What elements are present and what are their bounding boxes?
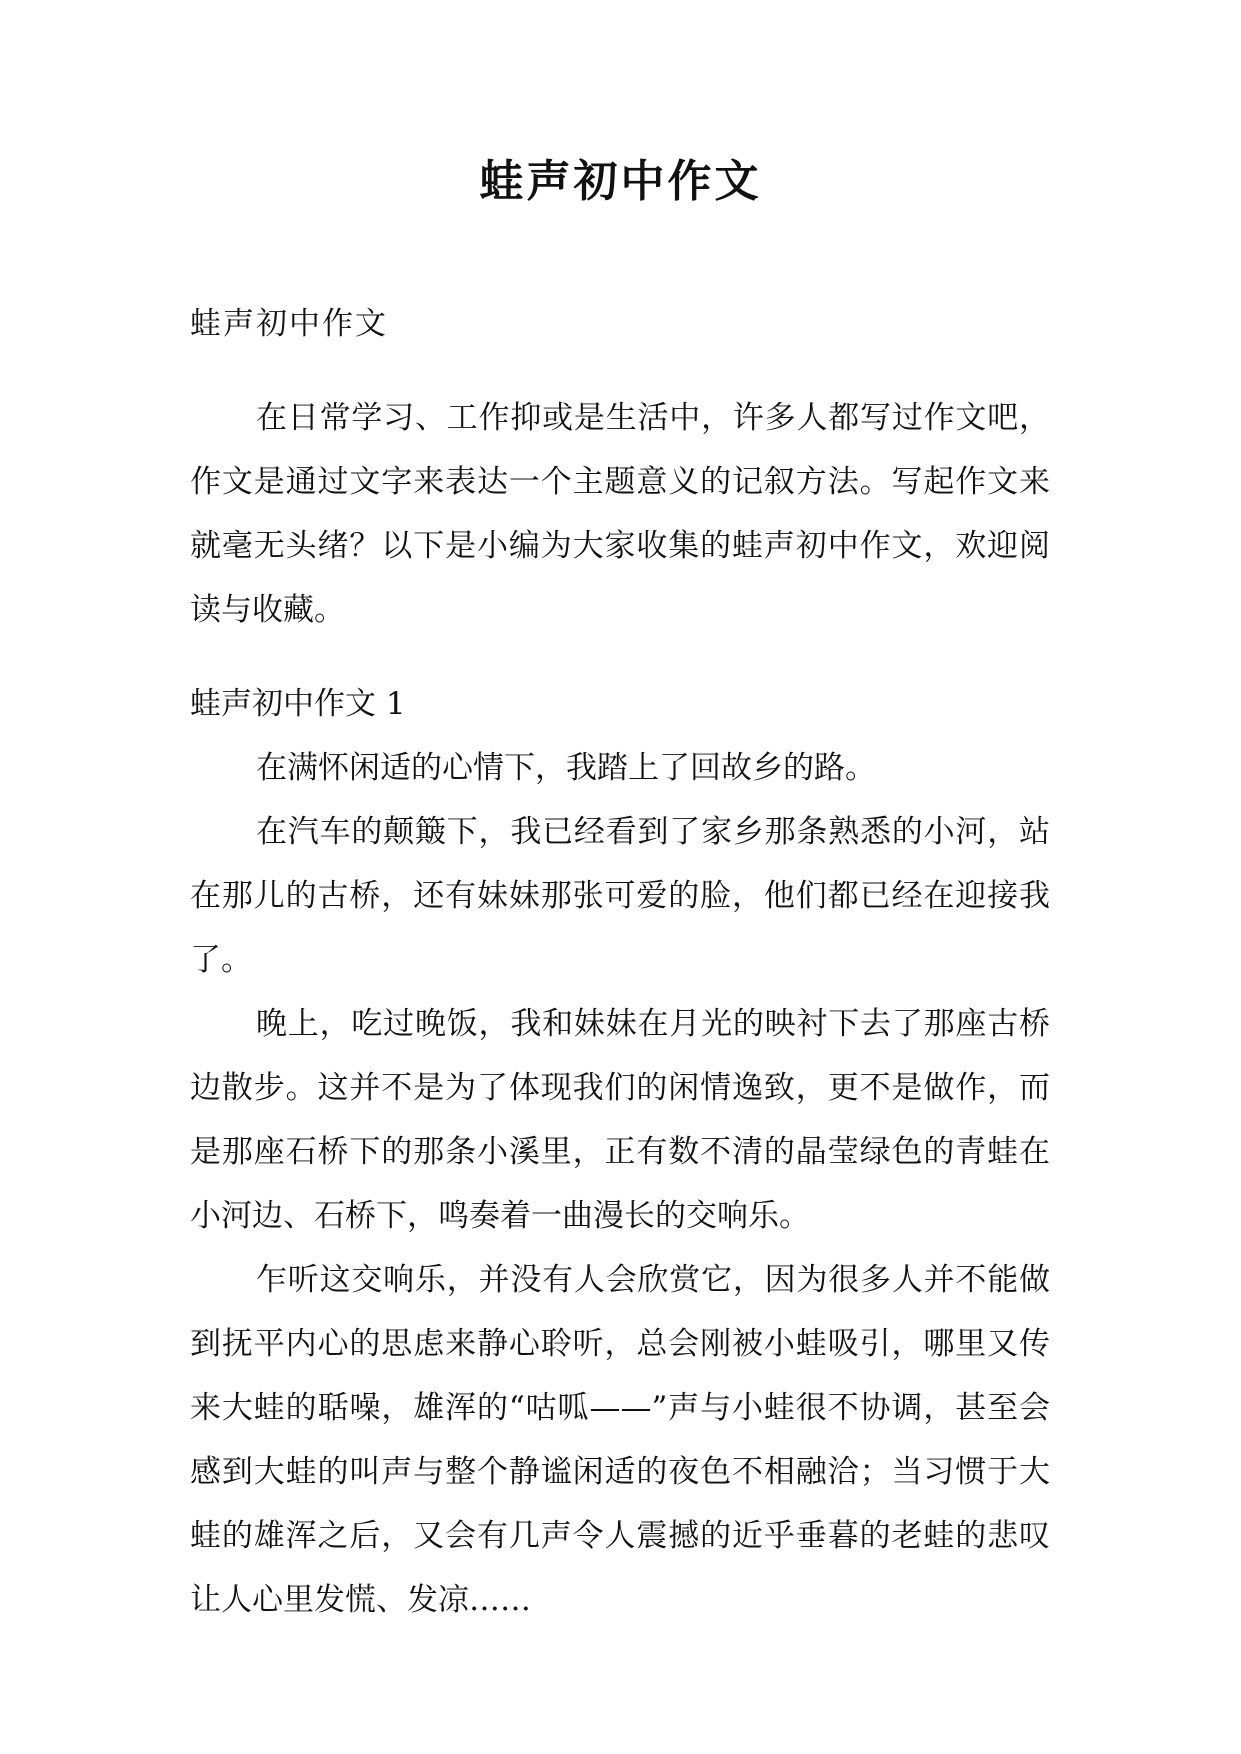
- essay-paragraph-2: 在汽车的颠簸下，我已经看到了家乡那条熟悉的小河，站在那儿的古桥，还有妹妹那张可爱的脸，他们都已经在迎接我了。: [190, 814, 1050, 978]
- document-subtitle: 蛙声初中作文: [190, 306, 388, 342]
- intro-paragraph: 在日常学习、工作抑或是生活中，许多人都写过作文吧，作文是通过文字来表达一个主题意义的记叙方法。写起作文来就毫无头绪？以下是小编为大家收集的蛙声初中作文，欢迎阅读与收藏。: [190, 400, 1050, 628]
- document-title: 蛙声初中作文: [479, 156, 762, 207]
- essay-paragraph-1: 在满怀闲适的心情下，我踏上了回故乡的路。: [256, 750, 876, 786]
- essay-paragraph-4: 乍听这交响乐，并没有人会欣赏它，因为很多人并不能做到抚平内心的思虑来静心聆听，总会刚被小蛙吸引，哪里又传来大蛙的聒噪，雄浑的“咕呱——”声与小蛙很不协调，甚至会感到大蛙的叫声与整个静谧闲适的夜色不相融洽；当习惯于大蛙的雄浑之后，又会有几声令人震撼的近乎垂暮的老蛙的悲叹让人心里发慌、发凉……: [190, 1262, 1050, 1618]
- essay-paragraph-3: 晚上，吃过晚饭，我和妹妹在月光的映衬下去了那座古桥边散步。这并不是为了体现我们的闲情逸致，更不是做作，而是那座石桥下的那条小溪里，正有数不清的晶莹绿色的青蛙在小河边、石桥下，鸣奏着一曲漫长的交响乐。: [190, 1006, 1050, 1234]
- document-body: [190, 292, 1050, 1632]
- section-heading: 蛙声初中作文 1: [190, 686, 406, 722]
